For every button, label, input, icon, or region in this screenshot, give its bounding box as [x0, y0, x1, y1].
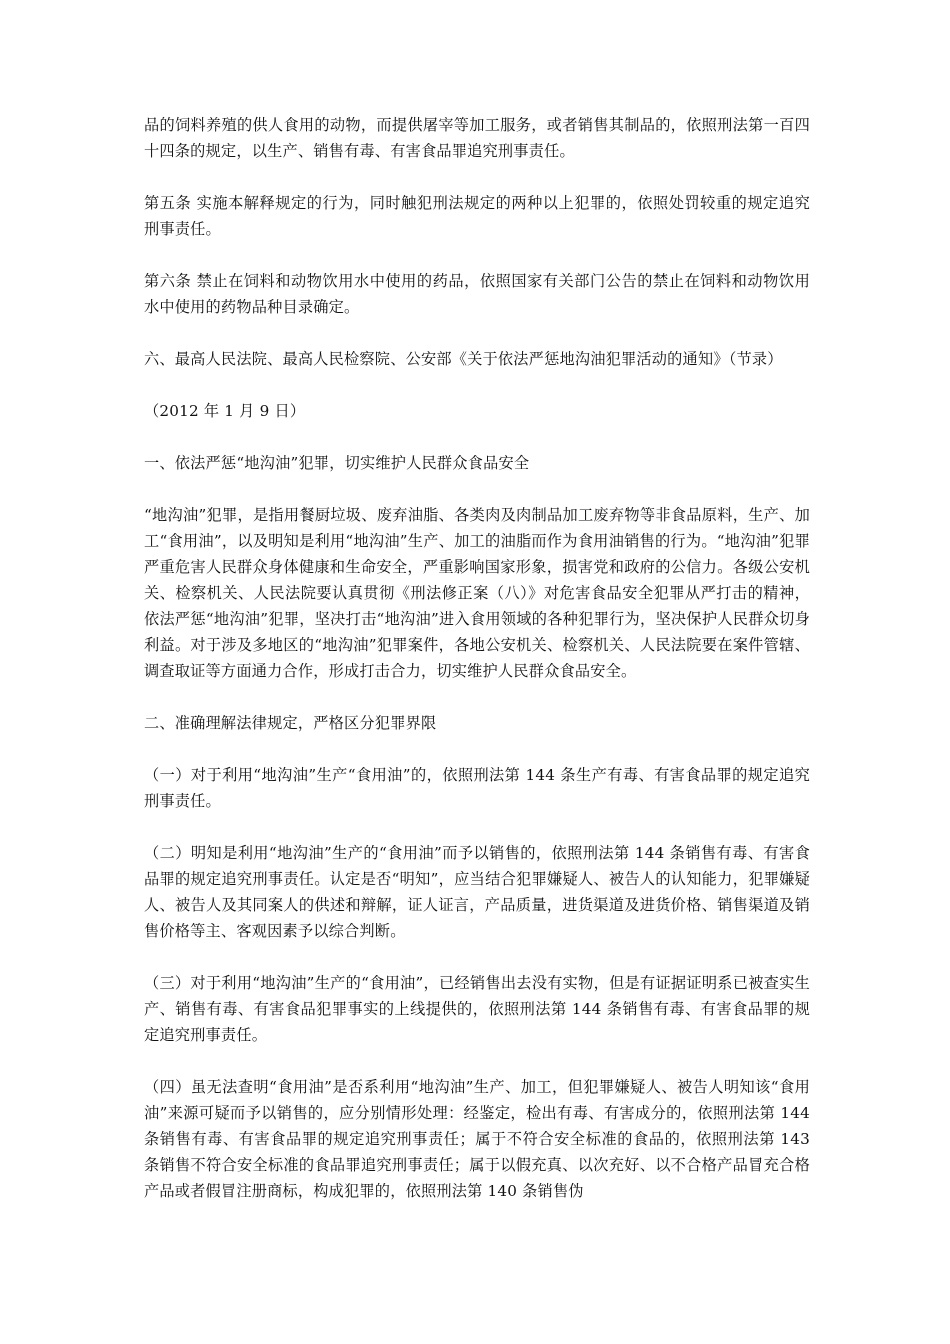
article-6: 第六条 禁止在饲料和动物饮用水中使用的药品，依照国家有关部门公告的禁止在饲料和动物饮用水中使用的药物品种目录确定。	[144, 272, 810, 316]
section-heading-notice: 六、最高人民法院、最高人民检察院、公安部《关于依法严惩地沟油犯罪活动的通知》（节录）	[144, 350, 783, 368]
paragraph-definition: “地沟油”犯罪，是指用餐厨垃圾、废弃油脂、各类肉及肉制品加工废弃物等非食品原料，生产、加工“食用油”，以及明知是利用“地沟油”生产、加工的油脂而作为食用油销售的行为。“地沟油”犯罪严重危害人民群众身体健康和生命安全，严重影响国家形象，损害党和政府的公信力。各级公安机关、检察机关、人民法院要认真贯彻《刑法修正案（八）》对危害食品安全犯罪从严打击的精神，依法严惩“地沟油”犯罪，坚决打击“地沟油”进入食用领域的各种犯罪行为，坚决保护人民群众切身利益。对于涉及多地区的“地沟油”犯罪案件，各地公安机关、检察机关、人民法院要在案件管辖、调查取证等方面通力合作，形成打击合力，切实维护人民群众食品安全。	[144, 506, 810, 680]
paragraph-continuation: 品的饲料养殖的供人食用的动物，而提供屠宰等加工服务，或者销售其制品的，依照刑法第一百四十四条的规定，以生产、销售有毒、有害食品罪追究刑事责任。	[144, 116, 810, 160]
item-2: （二）明知是利用“地沟油”生产的“食用油”而予以销售的，依照刑法第 144 条销售有毒、有害食品罪的规定追究刑事责任。认定是否“明知”，应当结合犯罪嫌疑人、被告人的认知能力，犯罪嫌疑人、被告人及其同案人的供述和辩解，证人证言，产品质量，进货渠道及进货价格、销售渠道及销售价格等主、客观因素予以综合判断。	[144, 844, 810, 940]
article-5: 第五条 实施本解释规定的行为，同时触犯刑法规定的两种以上犯罪的，依照处罚较重的规定追究刑事责任。	[144, 194, 810, 238]
item-3: （三）对于利用“地沟油”生产的“食用油”，已经销售出去没有实物，但是有证据证明系已被查实生产、销售有毒、有害食品犯罪事实的上线提供的，依照刑法第 144 条销售有毒、有害食品罪的规定追究刑事责任。	[144, 974, 810, 1044]
notice-date: （2012 年 1 月 9 日）	[144, 402, 306, 420]
heading-part-1: 一、依法严惩“地沟油”犯罪，切实维护人民群众食品安全	[144, 454, 530, 472]
item-1: （一）对于利用“地沟油”生产“食用油”的，依照刑法第 144 条生产有毒、有害食品罪的规定追究刑事责任。	[144, 766, 810, 810]
heading-part-2: 二、准确理解法律规定，严格区分犯罪界限	[144, 714, 437, 732]
document-page	[144, 112, 810, 1230]
item-4: （四）虽无法查明“食用油”是否系利用“地沟油”生产、加工，但犯罪嫌疑人、被告人明知该“食用油”来源可疑而予以销售的，应分别情形处理：经鉴定，检出有毒、有害成分的，依照刑法第 144 条销售有毒、有害食品罪的规定追究刑事责任；属于不符合安全标准的食品的，依照刑法第 143 条销售不符合安全标准的食品罪追究刑事责任；属于以假充真、以次充好、以不合格产品冒充合格产品或者假冒注册商标，构成犯罪的，依照刑法第 140 条销售伪	[144, 1078, 810, 1200]
